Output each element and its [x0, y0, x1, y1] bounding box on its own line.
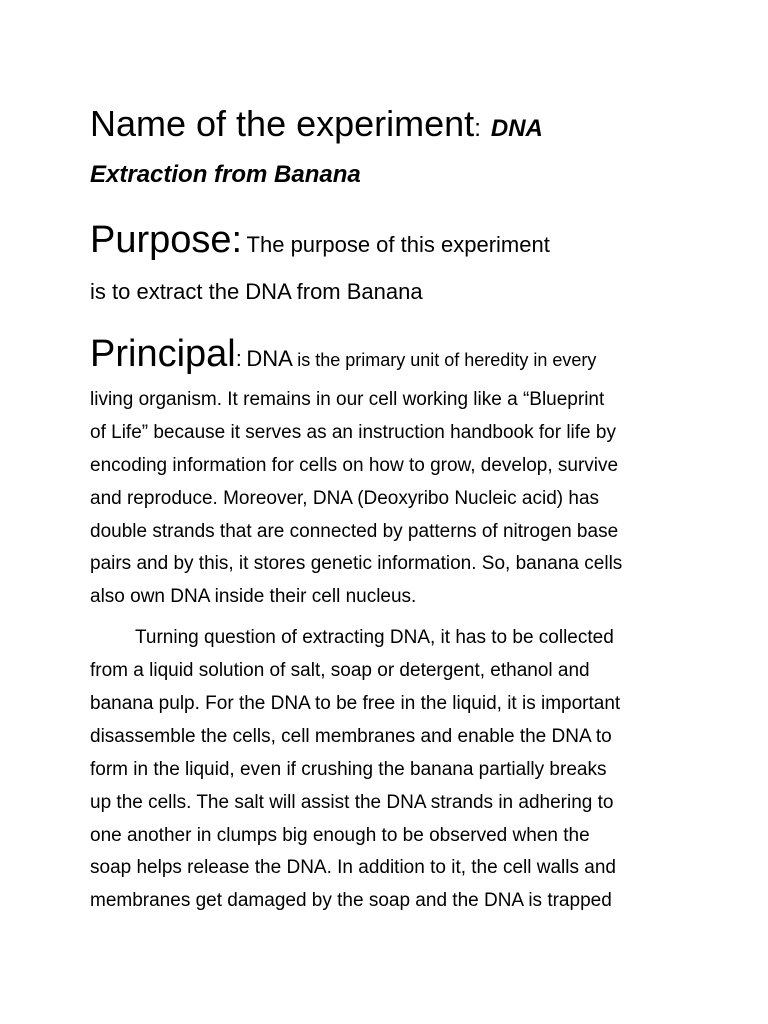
experiment-name-label: Name of the experiment	[90, 103, 475, 144]
principal-lead-word: DNA	[246, 346, 293, 371]
document-page	[90, 98, 690, 918]
principal-label: Principal	[90, 333, 236, 375]
purpose-heading-line	[90, 210, 690, 270]
paragraph-spacer	[90, 614, 690, 622]
paragraph-line: soap helps release the DNA. In addition to it, the cell walls and	[90, 857, 616, 879]
purpose-label: Purpose:	[90, 219, 243, 261]
principal-paragraph-1	[90, 384, 690, 614]
paragraph-line: banana pulp. For the DNA to be free in the liquid, it is important	[90, 693, 621, 715]
paragraph-line: from a liquid solution of salt, soap or detergent, ethanol and	[90, 660, 590, 682]
experiment-name-colon: :	[474, 115, 481, 142]
paragraph-line: disassemble the cells, cell membranes and enable the DNA to	[90, 725, 612, 747]
principal-heading-line	[90, 324, 690, 384]
paragraph-line: living organism. It remains in our cell working like a “Blueprint	[90, 389, 605, 410]
paragraph-line: one another in clumps big enough to be observed when the	[90, 824, 590, 846]
paragraph-line: and reproduce. Moreover, DNA (Deoxyribo Nucleic acid) has	[90, 487, 600, 509]
paragraph-line: of Life” because it serves as an instruction handbook for life by	[90, 421, 616, 443]
experiment-name-heading	[90, 98, 690, 150]
principal-colon: :	[235, 346, 242, 371]
paragraph-line: encoding information for cells on how to grow, develop, survive	[90, 454, 619, 476]
experiment-name-value-part1: DNA	[490, 115, 543, 142]
paragraph-line: form in the liquid, even if crushing the banana partially breaks	[90, 758, 607, 780]
paragraph-line: double strands that are connected by patterns of nitrogen base	[90, 520, 619, 542]
paragraph-line: membranes get damaged by the soap and the DNA is trapped	[90, 890, 612, 912]
principal-line1-rest: is the primary unit of heredity in every	[297, 350, 597, 370]
paragraph-line: also own DNA inside their cell nucleus.	[90, 586, 417, 608]
experiment-name-value-part2: Extraction from Banana	[90, 161, 361, 188]
purpose-text-line1: The purpose of this experiment	[246, 232, 550, 257]
principal-paragraph-2	[90, 622, 690, 918]
paragraph-line: up the cells. The salt will assist the DNA strands in adhering to	[90, 791, 614, 813]
purpose-text-line2: is to extract the DNA from Banana	[90, 279, 423, 304]
paragraph-line: Turning question of extracting DNA, it has to be collected	[135, 627, 614, 649]
paragraph-line: pairs and by this, it stores genetic information. So, banana cells	[90, 553, 623, 575]
